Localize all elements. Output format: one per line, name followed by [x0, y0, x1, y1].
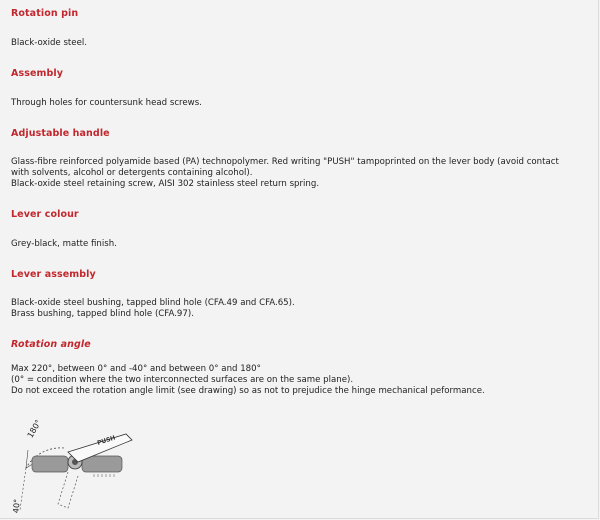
- body-line: Do not exceed the rotation angle limit (see drawing) so as not to prejudice the hinge mechanical peformance.: [11, 385, 485, 396]
- section-body-rotation-angle: [11, 364, 596, 396]
- section-title-lever-colour: Lever colour: [11, 209, 79, 220]
- body-line: Grey-black, matte finish.: [11, 239, 117, 249]
- rotation-angle-drawing: [6, 412, 146, 520]
- left-plate: [32, 456, 68, 472]
- section-title-adjustable-handle: Adjustable handle: [11, 128, 110, 139]
- body-line: (0° = condition where the two interconnected surfaces are on the same plane).: [11, 374, 354, 385]
- plate-ticks: [94, 474, 114, 477]
- body-line: Through holes for countersunk head screws.: [11, 98, 202, 108]
- section-title-assembly: Assembly: [11, 68, 64, 79]
- section-title-rotation-angle: Rotation angle: [11, 339, 91, 350]
- body-line: Brass bushing, tapped blind hole (CFA.97).: [11, 308, 194, 319]
- section-title-lever-assembly: Lever assembly: [11, 269, 96, 280]
- body-line: Max 220°, between 0° and -40° and between 0° and 180°: [11, 364, 261, 374]
- body-line: Black-oxide steel retaining screw, AISI 302 stainless steel return spring.: [11, 178, 320, 189]
- angle-label-40: 40°: [11, 498, 22, 514]
- section-body-assembly: [11, 98, 596, 109]
- body-line: with solvents, alcohol or detergents containing alcohol).: [11, 167, 253, 178]
- body-line: Black-oxide steel bushing, tapped blind hole (CFA.49 and CFA.65).: [11, 298, 295, 308]
- lever-push-text: PUSH: [96, 434, 117, 447]
- right-plate: [82, 456, 122, 472]
- angle-label-180: 180°: [25, 418, 44, 440]
- section-body-lever-colour: [11, 239, 596, 250]
- lower-position-outline: [58, 472, 78, 508]
- body-line: Black-oxide steel.: [11, 38, 87, 48]
- body-line: Glass-fibre reinforced polyamide based (PA) technopolymer. Red writing "PUSH" tampoprinted on the lever body (avoid contact: [11, 157, 559, 167]
- section-title-rotation-pin: Rotation pin: [11, 8, 79, 19]
- section-body-adjustable-handle: [11, 157, 596, 189]
- section-body-rotation-pin: [11, 38, 596, 49]
- section-body-lever-assembly: [11, 298, 596, 320]
